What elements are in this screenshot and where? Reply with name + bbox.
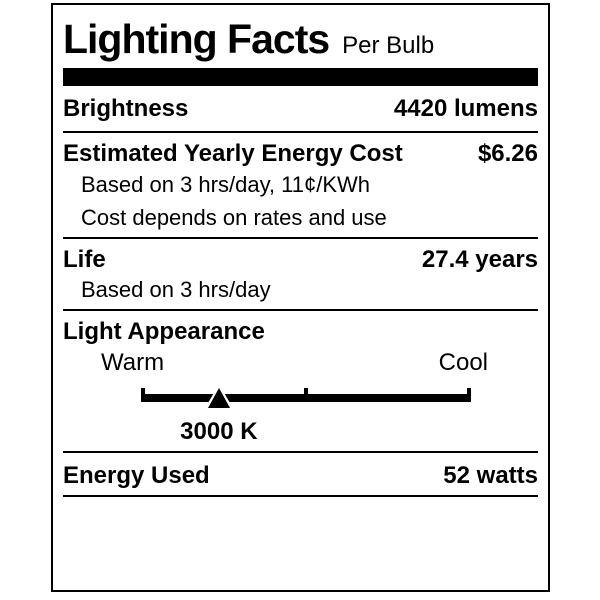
energy-used-label: Energy Used xyxy=(63,462,210,489)
energy-used-row xyxy=(63,462,538,490)
warm-cool-labels xyxy=(63,348,538,378)
warm-label: Warm xyxy=(101,349,165,376)
energy-cost-note-basis: Based on 3 hrs/day, 11¢/KWh xyxy=(81,172,371,197)
energy-cost-label: Estimated Yearly Energy Cost xyxy=(63,140,403,167)
kelvin-label: 3000 K xyxy=(180,418,258,445)
title-row xyxy=(63,5,538,68)
energy-cost-note-disclaimer: Cost depends on rates and use xyxy=(81,205,387,230)
light-appearance-row xyxy=(63,318,538,346)
energy-cost-row xyxy=(63,140,538,168)
lighting-facts-label xyxy=(51,3,550,592)
energy-used-section xyxy=(63,453,538,497)
life-row xyxy=(63,246,538,274)
energy-cost-value: $6.26 xyxy=(477,140,538,167)
brightness-row xyxy=(63,95,538,123)
life-section xyxy=(63,239,538,311)
light-appearance-section xyxy=(63,311,538,453)
energy-used-value: 52 watts xyxy=(443,462,538,489)
brightness-section xyxy=(63,86,538,133)
bottom-spacer xyxy=(63,497,538,590)
life-value: 27.4 years xyxy=(421,246,538,273)
color-temperature-scale xyxy=(141,382,471,446)
life-label: Life xyxy=(63,246,106,273)
light-appearance-label: Light Appearance xyxy=(63,318,265,345)
divider-bar xyxy=(63,68,538,86)
kelvin-marker-triangle xyxy=(208,388,230,408)
label-subtitle: Per Bulb xyxy=(342,32,435,59)
life-note-basis: Based on 3 hrs/day xyxy=(81,277,271,302)
brightness-label: Brightness xyxy=(63,95,189,122)
cool-label: Cool xyxy=(438,349,488,376)
energy-cost-section xyxy=(63,133,538,239)
scale-track xyxy=(141,394,471,402)
brightness-value: 4420 lumens xyxy=(393,95,538,122)
label-title: Lighting Facts xyxy=(63,16,330,62)
